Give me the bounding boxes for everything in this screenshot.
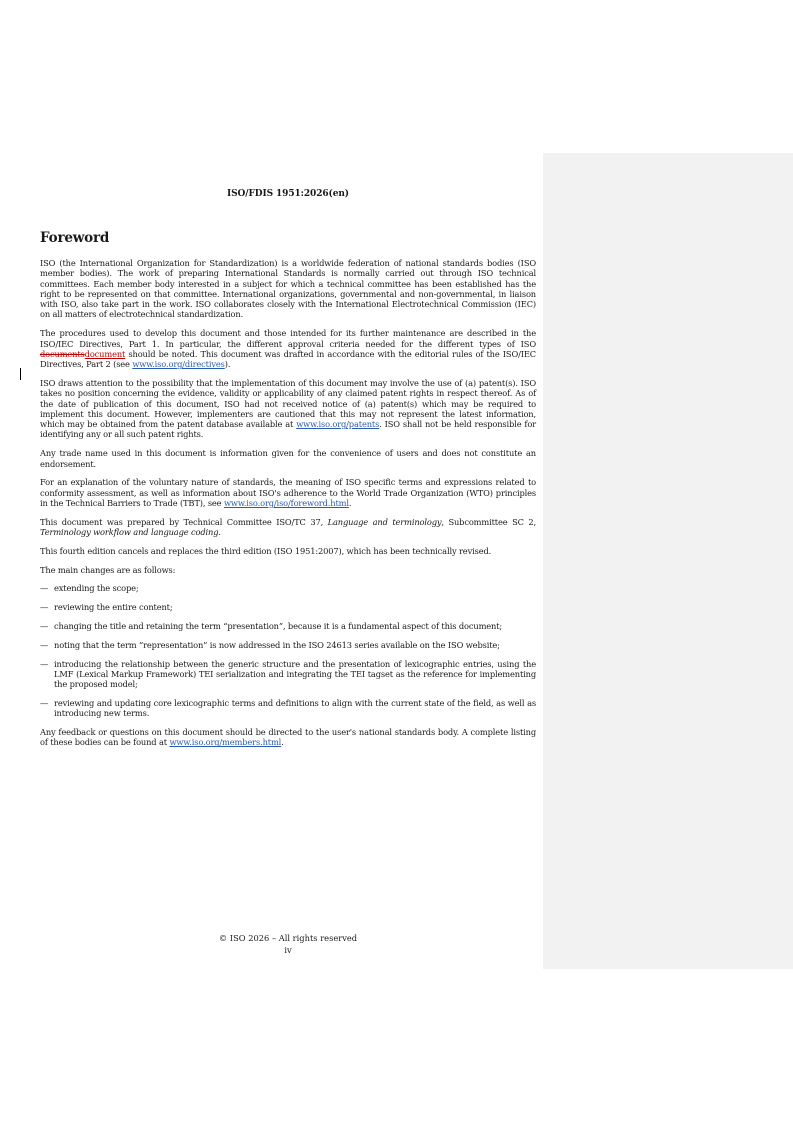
directives-link[interactable]: www.iso.org/directives xyxy=(132,359,225,370)
paragraph-text: The procedures used to develop this document and those intended for its further maintenance are described in the ISO/IEC Directives, Part 1. In particular, the different approval criteria needed for the different types of ISO xyxy=(40,328,536,349)
dash-bullet: — xyxy=(40,658,49,669)
list-item xyxy=(40,621,536,631)
foreword-body xyxy=(40,258,536,756)
paragraph-edition: This fourth edition cancels and replaces the third edition (ISO 1951:2007), which has been technically revised. xyxy=(40,545,492,556)
paragraph-committee xyxy=(40,517,536,538)
page-footer xyxy=(40,932,536,956)
comment-pane xyxy=(543,153,793,969)
paragraph-feedback xyxy=(40,727,536,748)
paragraph-text: . xyxy=(218,527,221,538)
paragraph-text: For an explanation of the voluntary nature of standards, the meaning of ISO specific terms and expressions related to conformity assessment, as well as information about ISO's adherence to the World Trade Organization (WTO) principles in the Technical Barriers to Trade (TBT), see xyxy=(40,477,536,508)
paragraph-text: . xyxy=(281,737,284,748)
paragraph-patents xyxy=(40,378,536,440)
dash-bullet: — xyxy=(40,639,49,650)
list-item-text: extending the scope; xyxy=(54,583,139,594)
list-item-text: noting that the term “representation” is now addressed in the ISO 24613 series available on the ISO website; xyxy=(54,639,500,650)
paragraph-trade-name: Any trade name used in this document is information given for the convenience of users and does not constitute an endorsement. xyxy=(40,448,536,469)
tracked-deletion: documents xyxy=(40,348,85,359)
paragraph-text: ). xyxy=(224,359,231,370)
paragraph-text: Any feedback or questions on this document should be directed to the user's national standards body. A complete listing of these bodies can be found at xyxy=(40,727,536,748)
patents-link[interactable]: www.iso.org/patents xyxy=(296,419,380,430)
list-item-text: reviewing and updating core lexicographic terms and definitions to align with the current state of the field, as well as introducing new terms. xyxy=(54,698,536,719)
list-item-text: reviewing the entire content; xyxy=(54,602,173,613)
list-item xyxy=(40,602,536,612)
list-item-text: introducing the relationship between the generic structure and the presentation of lexicographic entries, using the LMF (Lexical Markup Framework) TEI serialization and integrating the TEI tagset as the reference for implementing the proposed model; xyxy=(54,658,536,690)
list-item xyxy=(40,659,536,690)
paragraph-text: should be noted. This document was drafted in accordance with the editorial rules of the ISO/IEC Directives, Part 2 (see xyxy=(40,348,536,370)
paragraph-text: . ISO shall not be held responsible for identifying any or all such patent rights. xyxy=(40,419,536,440)
foreword-link[interactable]: www.iso.org/iso/foreword.html xyxy=(223,497,349,508)
paragraph-text: This document was prepared by Technical Committee ISO/TC 37, xyxy=(40,516,328,527)
list-item-text: changing the title and retaining the term “presentation”, because it is a fundamental aspect of this document; xyxy=(54,621,503,632)
dash-bullet: — xyxy=(40,621,49,632)
paragraph-main-changes: The main changes are as follows: xyxy=(40,564,176,575)
committee-name: Language and terminology xyxy=(327,516,442,527)
tracked-insertion: document xyxy=(84,348,126,359)
page-number: iv xyxy=(284,945,292,955)
document-id-header: ISO/FDIS 1951:2026(en) xyxy=(227,189,349,199)
members-link[interactable]: www.iso.org/members.html xyxy=(169,737,282,748)
change-bar xyxy=(20,368,21,380)
paragraph-text: ISO draws attention to the possibility that the implementation of this document may involve the use of (a) patent(s). ISO takes no position concerning the evidence, validity or applicability of any claimed patent rights in respect thereof. As of the date of publication of this document, ISO had not received notice of (a) patent(s) which may be required to implement this document. However, implementers are cautioned that this may not represent the latest information, which may be obtained from the patent database available at xyxy=(40,377,536,430)
paragraph-procedures xyxy=(40,328,536,369)
subcommittee-name: Terminology workflow and language coding xyxy=(40,527,219,538)
paragraph-text: , Subcommittee SC 2, xyxy=(441,516,536,527)
list-item xyxy=(40,583,536,593)
list-item xyxy=(40,640,536,650)
list-item xyxy=(40,698,536,719)
paragraph-voluntary-nature xyxy=(40,477,536,508)
foreword-heading: Foreword xyxy=(40,230,110,246)
copyright-notice: © ISO 2026 – All rights reserved xyxy=(218,933,358,943)
dash-bullet: — xyxy=(40,698,49,708)
dash-bullet: — xyxy=(40,602,49,613)
paragraph-iso-intro: ISO (the International Organization for Standardization) is a worldwide federation of national standards bodies (ISO member bodies). The work of preparing International Standards is normally carried out through ISO technical committees. Each member body interested in a subject for which a technical committee has been established has the right to be represented on that committee. International organizations, governmental and non-governmental, in liaison with ISO, also take part in the work. ISO collaborates closely with the International Electrotechnical Commission (IEC) on all matters of electrotechnical standardization. xyxy=(40,258,536,320)
dash-bullet: — xyxy=(40,583,49,594)
paragraph-text: . xyxy=(348,497,352,508)
